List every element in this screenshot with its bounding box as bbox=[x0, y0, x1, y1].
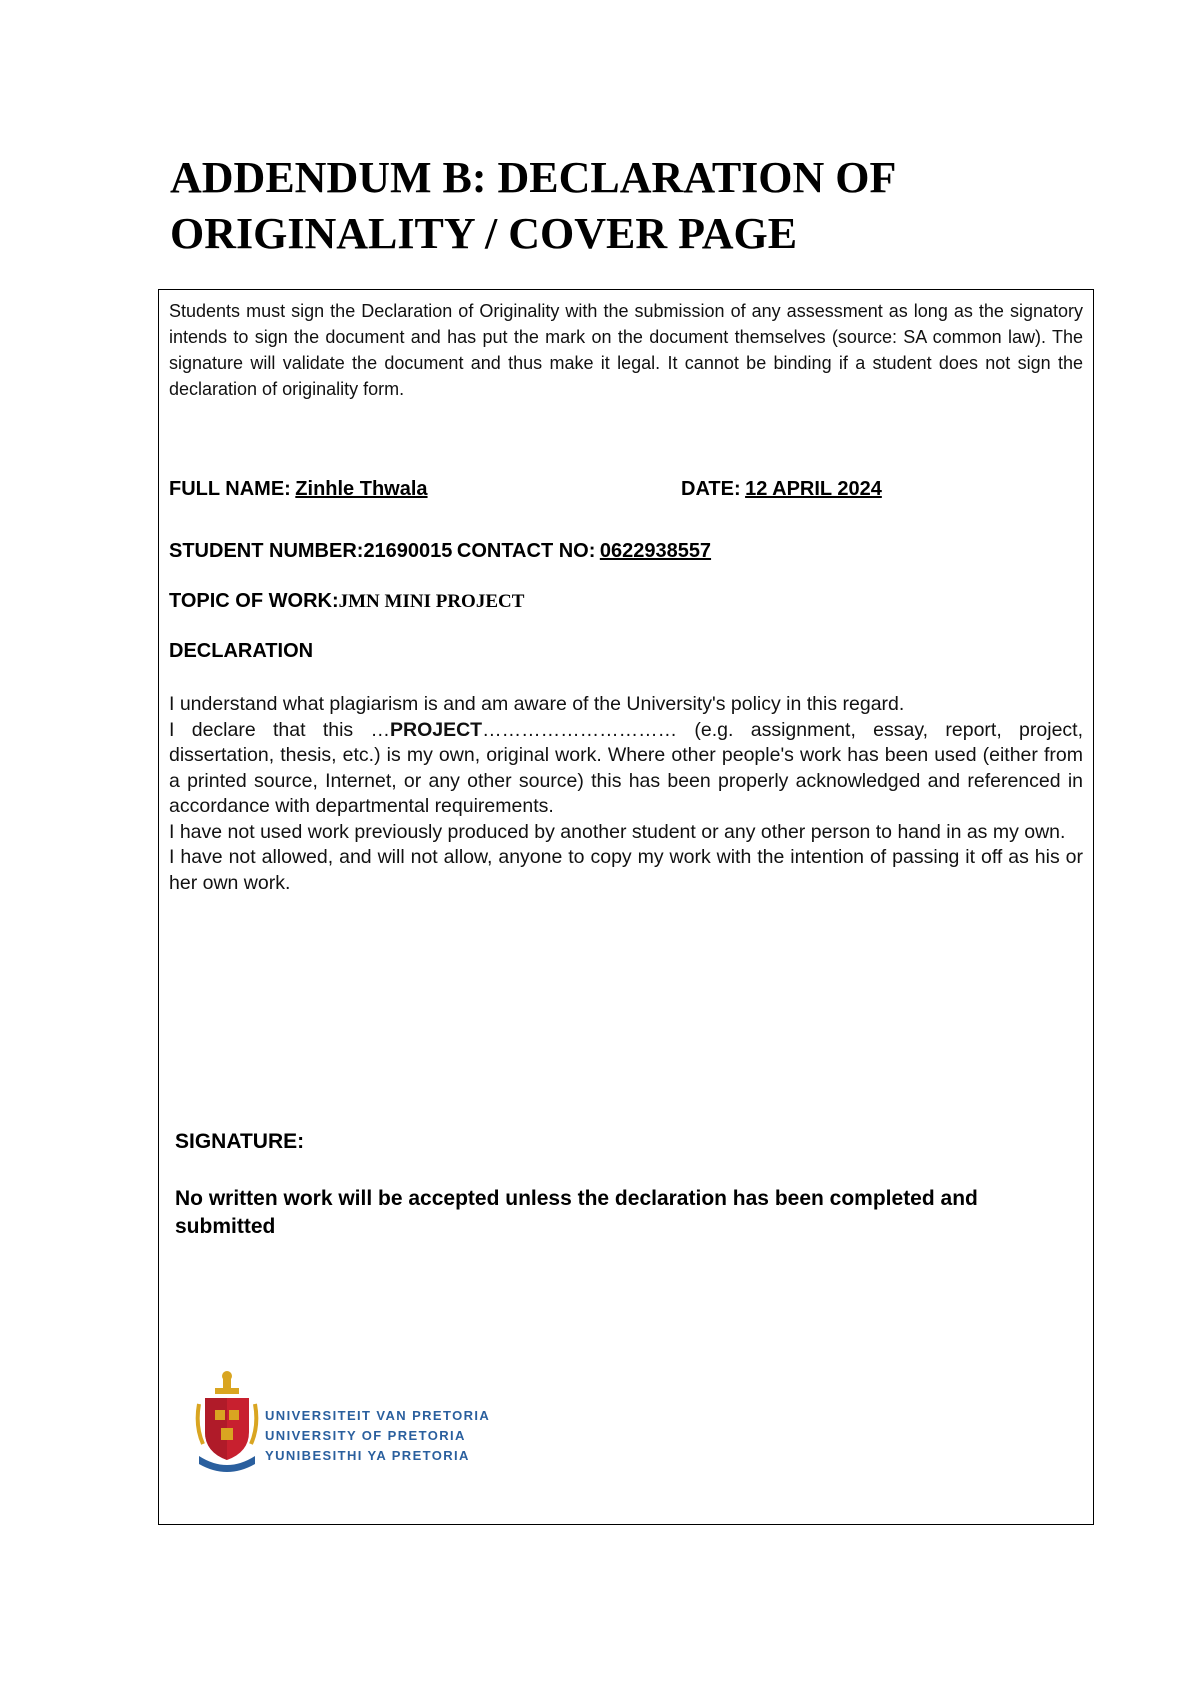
full-name-value: Zinhle Thwala bbox=[295, 478, 428, 500]
declaration-line-3: I have not used work previously produced by another student or any other person to hand in as my own. bbox=[169, 820, 1066, 843]
topic-row bbox=[169, 590, 524, 613]
contact-value: 0622938557 bbox=[599, 540, 712, 562]
university-name-sepedi: YUNIBESITHI YA PRETORIA bbox=[265, 1448, 470, 1463]
declaration-work-type: PROJECT bbox=[389, 718, 483, 741]
student-number-label: STUDENT NUMBER: bbox=[169, 540, 364, 562]
university-name-afrikaans: UNIVERSITEIT VAN PRETORIA bbox=[265, 1408, 491, 1423]
date-row bbox=[681, 478, 882, 501]
date-value: 12 APRIL 2024 bbox=[745, 478, 882, 500]
full-name-row bbox=[169, 478, 428, 501]
submission-notice: No written work will be accepted unless the declaration has been completed and submitted bbox=[175, 1187, 978, 1238]
declaration-line-4: I have not allowed, and will not allow, anyone to copy my work with the intention of passing it off as his or her own work. bbox=[169, 846, 1083, 894]
student-number-row bbox=[169, 540, 711, 563]
topic-value: JMN MINI PROJECT bbox=[338, 591, 525, 612]
declaration-body bbox=[169, 692, 1083, 896]
university-logo bbox=[195, 1370, 491, 1480]
declaration-line-2-prefix: I declare that this … bbox=[169, 718, 390, 741]
declaration-line-2-suffix: ………………………… (e.g. assignment, essay, report, project, dissertation, thesis, etc.) is my own, original work. Where other people's work has been used (either from a printed source, Internet, or any other source) this has been properly acknowledged and referenced in accordance with departmental requirements. bbox=[169, 718, 1083, 817]
intro-text: Students must sign the Declaration of Originality with the submission of any assessment as long as the signatory intends to sign the document and has put the mark on the document themselves (source: SA common law). The signature will validate the document and thus make it legal. It cannot be binding if a student does not sign the declaration of originality form. bbox=[169, 301, 1083, 399]
signature-label: SIGNATURE: bbox=[175, 1130, 305, 1153]
full-name-label: FULL NAME: bbox=[169, 478, 291, 500]
contact-label: CONTACT NO: bbox=[456, 540, 596, 562]
declaration-line-1: I understand what plagiarism is and am aware of the University's policy in this regard. bbox=[169, 693, 905, 715]
declaration-heading: DECLARATION bbox=[169, 640, 314, 662]
declaration-form-box bbox=[158, 289, 1094, 1525]
university-name-english: UNIVERSITY OF PRETORIA bbox=[265, 1428, 466, 1443]
declaration-line-2 bbox=[169, 718, 1083, 820]
topic-label: TOPIC OF WORK: bbox=[169, 590, 339, 612]
student-number-value: 21690015 bbox=[363, 540, 453, 562]
date-label: DATE: bbox=[681, 478, 741, 500]
page-title: ADDENDUM B: DECLARATION OF ORIGINALITY / COVER PAGE bbox=[170, 153, 895, 258]
university-crest-icon bbox=[195, 1370, 259, 1480]
university-name bbox=[265, 1406, 490, 1466]
